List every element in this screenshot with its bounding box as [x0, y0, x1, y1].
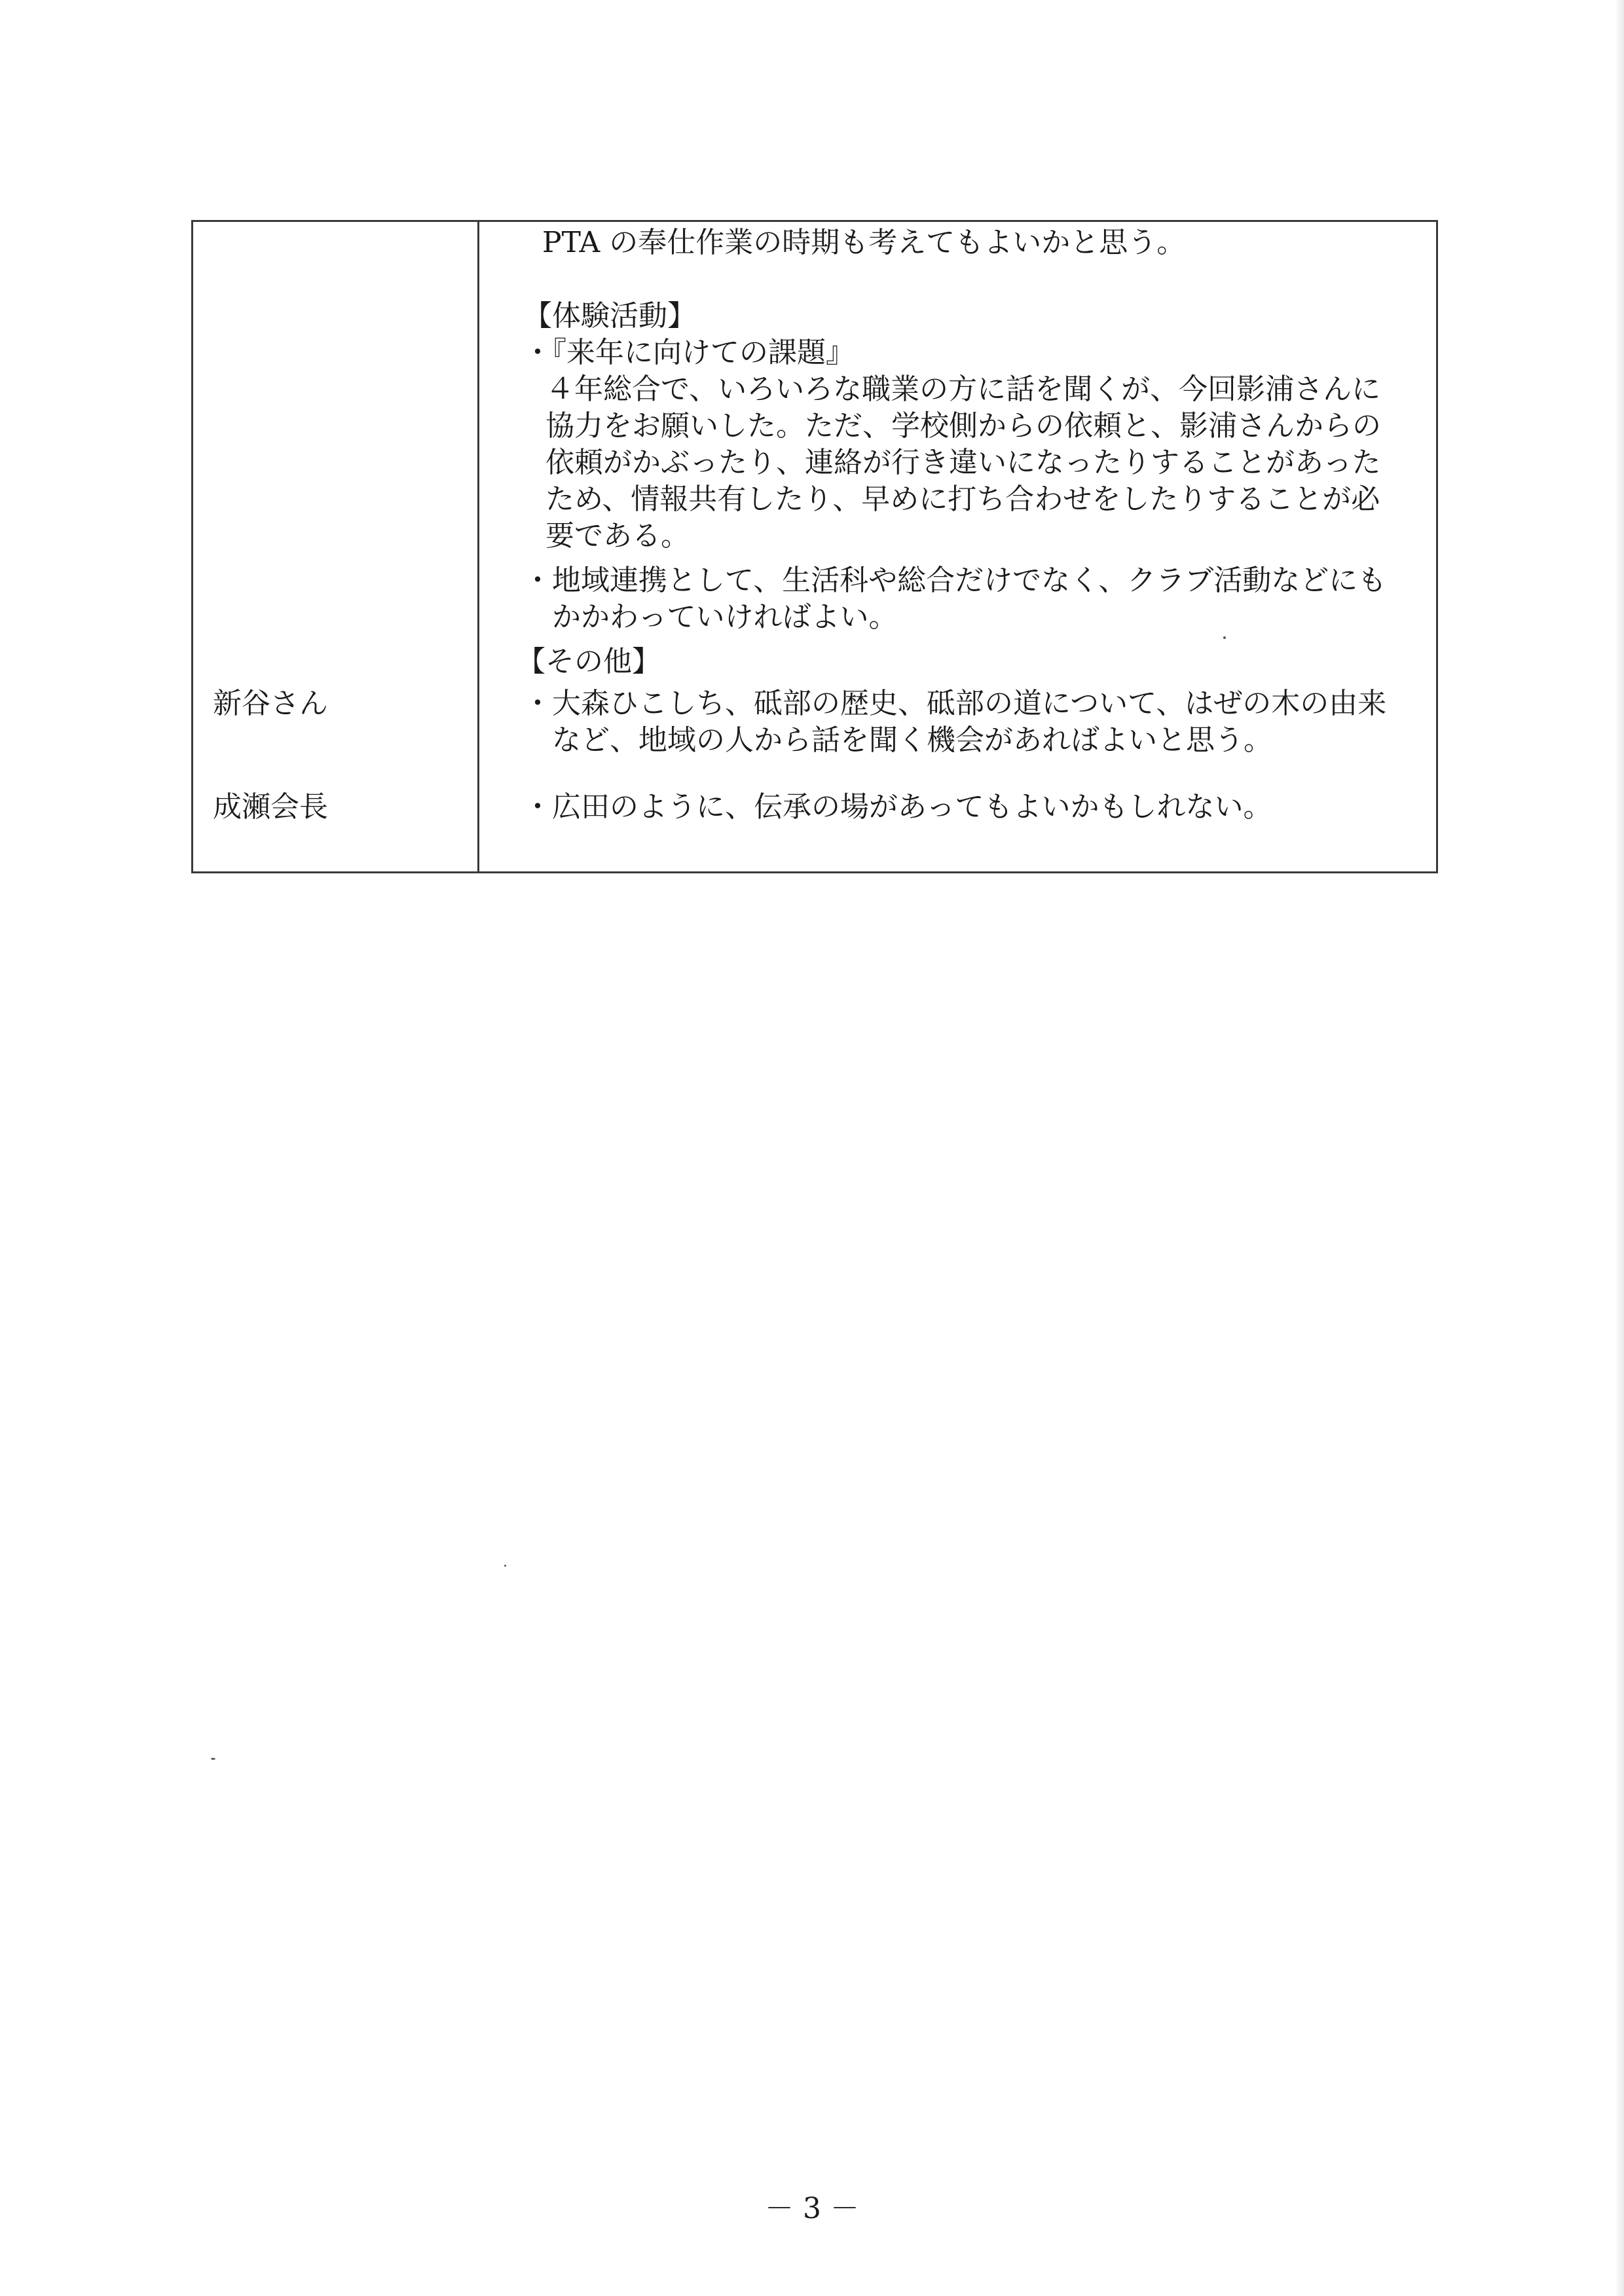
section-heading-taiken: 【体験活動】 [523, 299, 696, 333]
text-line: 協力をお願いした。ただ、学校側からの依頼と、影浦さんからの [545, 409, 1381, 443]
bullet-hirota: ・広田のように、伝承の場があってもよいかもしれない。 [523, 790, 1272, 824]
text-line: など、地域の人から話を聞く機会があればよいと思う。 [552, 723, 1272, 757]
text-line: ため、情報共有したり、早めに打ち合わせをしたりすることが必 [545, 483, 1380, 516]
bullet-omori: ・大森ひこしち、砥部の歴史、砥部の道について、はぜの木の由来 [523, 687, 1387, 720]
text-line: 依頼がかぶったり、連絡が行き違いになったりすることがあった [545, 446, 1381, 479]
scan-speck [211, 1758, 215, 1760]
bullet-kadai: ・『来年に向けての課題』 [523, 336, 855, 369]
text-line: PTA の奉仕作業の時期も考えてもよいかと思う。 [542, 226, 1186, 259]
bullet-chiiki-renkei: ・地域連携として、生活科や総合だけでなく、クラブ活動などにも [523, 564, 1387, 597]
page-number: － 3 － [765, 2192, 859, 2225]
scan-speck [504, 1565, 506, 1567]
speaker-naruse-kaicho: 成瀬会長 [213, 790, 328, 824]
text-line: 要である。 [545, 519, 690, 553]
scan-speck [1223, 636, 1226, 639]
page-edge-shadow [1615, 0, 1624, 2296]
column-divider [477, 222, 479, 871]
speaker-shintani: 新谷さん [213, 687, 328, 720]
text-line: かかわっていければよい。 [552, 600, 898, 634]
section-heading-sonota: 【その他】 [517, 645, 661, 678]
text-line: ４年総合で、いろいろな職業の方に話を聞くが、今回影浦さんに [545, 373, 1381, 406]
minutes-table [191, 220, 1438, 873]
